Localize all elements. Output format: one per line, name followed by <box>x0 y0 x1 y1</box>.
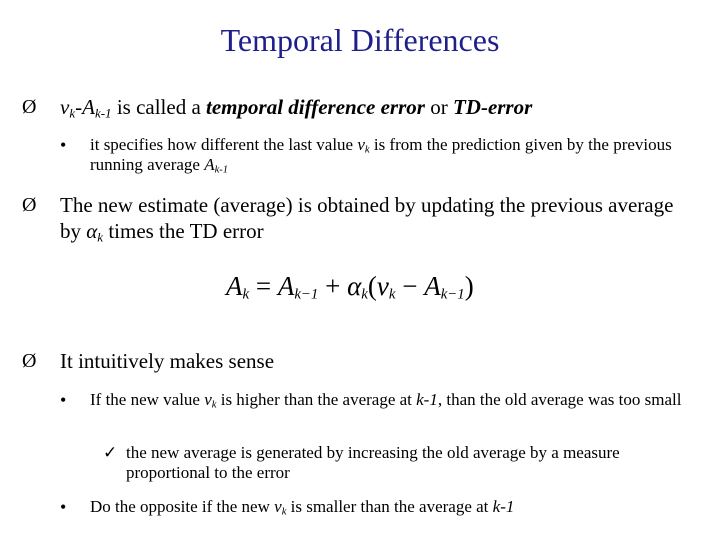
bullet-intuition <box>0 348 720 376</box>
arrow-bullet-icon: Ø <box>22 194 37 216</box>
arrow-bullet-icon: Ø <box>22 350 37 372</box>
dot-bullet-icon: • <box>60 390 67 410</box>
bullet-text: $v_k-A_{k-1}$ is called a temporal difference error or TD-error <box>60 95 533 121</box>
bullet-new-estimate <box>0 192 720 246</box>
sub-bullet-text: If the new value $v_k$ is higher than the average at k-1, than the old average was too small <box>90 390 682 411</box>
dot-bullet-icon: • <box>60 497 67 517</box>
sub-bullet-opposite <box>0 497 720 521</box>
sub-bullet-text: Do the opposite if the new $v_k$ is smaller than the average at k-1 <box>90 497 515 518</box>
bullet-text: The new estimate (average) is obtained by updating the previous average by $\alpha_k$ times the TD error <box>60 193 674 245</box>
sub-bullet-higher <box>0 390 720 432</box>
dot-bullet-icon: • <box>60 135 67 155</box>
checkmark-icon: ✓ <box>103 443 118 462</box>
sub-bullet-specifies <box>0 135 720 177</box>
update-formula: $A_k = A_{k-1} + \alpha_k(v_k - A_{k-1})$ <box>226 271 474 303</box>
check-item-text: the new average is generated by increasing the old average by a measure proportional to the error <box>126 443 620 482</box>
arrow-bullet-icon: Ø <box>22 96 37 118</box>
bullet-td-error <box>0 94 720 122</box>
sub-bullet-text: it specifies how different the last value $v_k$ is from the prediction given by the previous running average $A_{k-1}$ <box>90 135 672 176</box>
bullet-text: It intuitively makes sense <box>60 349 275 373</box>
slide-title: Temporal Differences <box>220 22 500 58</box>
check-item-increase <box>0 443 720 485</box>
